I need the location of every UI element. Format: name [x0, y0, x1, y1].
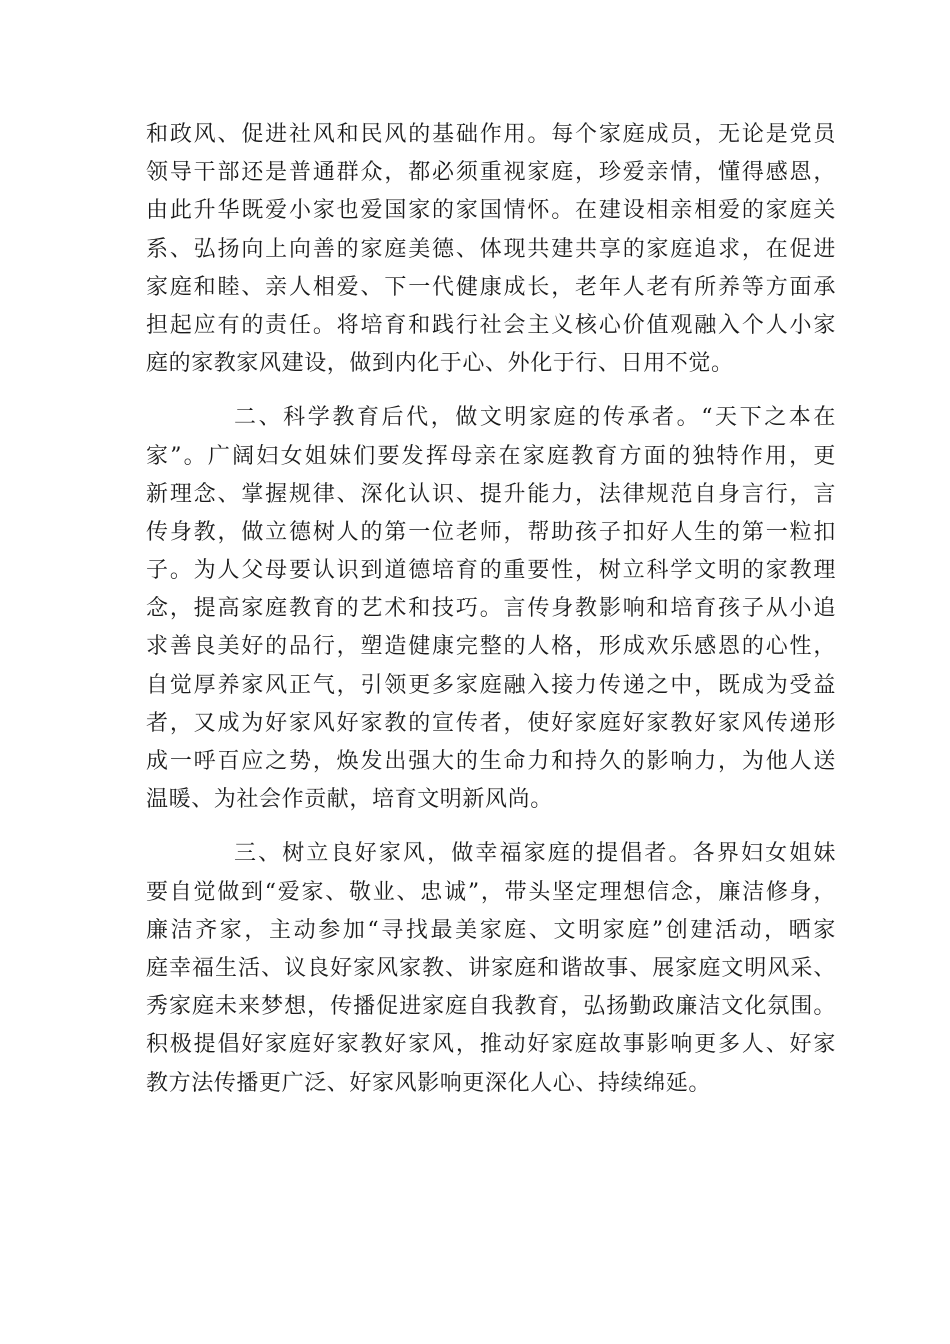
- paragraph-line: 家庭和睦、亲人相爱、下一代健康成长，老年人老有所养等方面承: [146, 274, 836, 300]
- paragraph-line: 传身教，做立德树人的第一位老师，帮助孩子扣好人生的第一粒扣: [146, 519, 836, 545]
- section-heading-line: 二、科学教育后代，做文明家庭的传承者。“天下之本在: [234, 405, 836, 431]
- paragraph-line: 者，又成为好家风好家教的宣传者，使好家庭好家教好家风传递形: [146, 710, 836, 736]
- paragraph-spacer: [146, 819, 836, 835]
- paragraph-line: 积极提倡好家庭好家教好家风，推动好家庭故事影响更多人、好家: [146, 1032, 836, 1058]
- paragraph-line: 新理念、掌握规律、深化认识、提升能力，法律规范自身言行，言: [146, 481, 836, 507]
- section-heading-line: 三、树立良好家风，做幸福家庭的提倡者。各界妇女姐妹: [234, 841, 836, 867]
- paragraph-line: 领导干部还是普通群众，都必须重视家庭，珍爱亲情，懂得感恩，: [146, 160, 836, 186]
- paragraph-line: 担起应有的责任。将培育和践行社会主义核心价值观融入个人小家: [146, 312, 836, 338]
- paragraph-line: 温暖、为社会作贡献，培育文明新风尚。: [146, 787, 553, 813]
- paragraph-line: 求善良美好的品行，塑造健康完整的人格，形成欢乐感恩的心性，: [146, 634, 836, 660]
- paragraph-line: 自觉厚养家风正气，引领更多家庭融入接力传递之中，既成为受益: [146, 672, 836, 698]
- paragraph-line: 家”。广阔妇女姐妹们要发挥母亲在家庭教育方面的独特作用，更: [146, 443, 836, 469]
- paragraph-spacer: [146, 383, 836, 399]
- paragraph-line: 由此升华既爱小家也爱国家的家国情怀。在建设相亲相爱的家庭关: [146, 198, 836, 224]
- paragraph-line: 要自觉做到“爱家、敬业、忠诚”，带头坚定理想信念，廉洁修身，: [146, 879, 836, 905]
- paragraph-line: 廉洁齐家，主动参加“寻找最美家庭、文明家庭”创建活动，晒家: [146, 917, 836, 943]
- paragraph-line: 教方法传播更广泛、好家风影响更深化人心、持续绵延。: [146, 1070, 712, 1096]
- paragraph-line: 和政风、促进社风和民风的基础作用。每个家庭成员，无论是党员: [146, 122, 836, 147]
- document-body: [146, 116, 836, 1103]
- paragraph-line: 成一呼百应之势，焕发出强大的生命力和持久的影响力，为他人送: [146, 749, 836, 774]
- paragraph-line: 念，提高家庭教育的艺术和技巧。言传身教影响和培育孩子从小追: [146, 596, 836, 622]
- paragraph-line: 庭的家教家风建设，做到内化于心、外化于行、日用不觉。: [146, 351, 734, 377]
- paragraph-line: 系、弘扬向上向善的家庭美德、体现共建共享的家庭追求，在促进: [146, 236, 836, 262]
- paragraph-line: 秀家庭未来梦想，传播促进家庭自我教育，弘扬勤政廉洁文化氛围。: [146, 994, 836, 1020]
- paragraph-line: 庭幸福生活、议良好家风家教、讲家庭和谐故事、展家庭文明风采、: [146, 955, 836, 981]
- paragraph-line: 子。为人父母要认识到道德培育的重要性，树立科学文明的家教理: [146, 558, 836, 584]
